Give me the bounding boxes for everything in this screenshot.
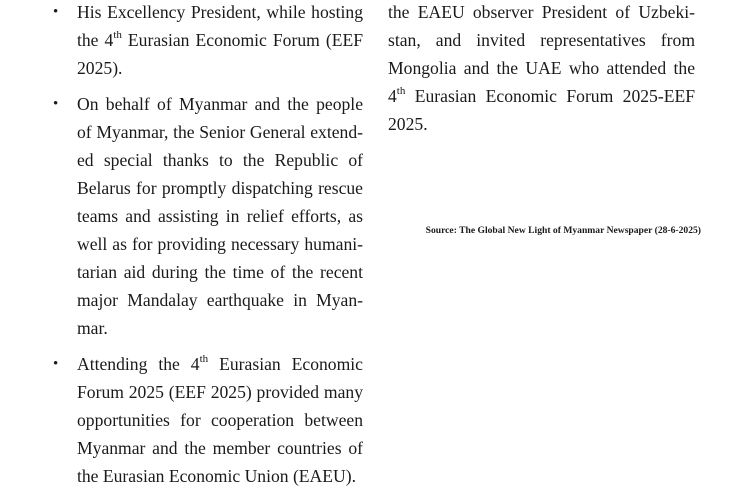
bullet-icon: •	[53, 4, 59, 20]
paragraph-text-continued: Eurasian Economic Forum 2025-EEF 2025.	[388, 86, 695, 134]
item-text: On behalf of Myanmar and the people of Myanmar, the Senior General extended special thanks to the Republic of Belarus for promptly dispatching rescue teams and assisting in relief efforts, as well as for providing necessary humanitarian aid during the time of the recent major Mandalay earthquake in Myanmar.	[77, 94, 363, 338]
ordinal-superscript: th	[199, 353, 209, 365]
right-column	[388, 0, 695, 138]
bullet-icon: •	[53, 96, 59, 112]
ordinal-superscript: th	[113, 29, 122, 41]
source-citation: Source: The Global New Light of Myanmar Newspaper (28-6-2025)	[425, 225, 701, 236]
list-item	[40, 90, 363, 342]
list-item	[40, 350, 363, 490]
paragraph	[388, 0, 695, 138]
item-text: His Excellency President, while hosting the 4	[77, 2, 363, 50]
paragraph-text: the EAEU observer President of Uzbekistan, and invited representatives from Mongolia and the UAE who attended the 4	[388, 2, 695, 106]
ordinal-superscript: th	[396, 85, 406, 97]
item-text-continued: Eurasian Economic Forum 2025 (EEF 2025) provided many opportunities for cooperation between Myanmar and the member countries of the Eurasian Economic Union (EAEU).	[77, 354, 363, 486]
bullet-icon: •	[53, 356, 59, 372]
bullet-list	[40, 0, 363, 490]
item-text-continued: Eurasian Economic Forum (EEF 2025).	[77, 30, 363, 78]
left-column	[40, 0, 363, 490]
list-item	[40, 0, 363, 82]
item-text: Attending the 4	[77, 354, 200, 374]
